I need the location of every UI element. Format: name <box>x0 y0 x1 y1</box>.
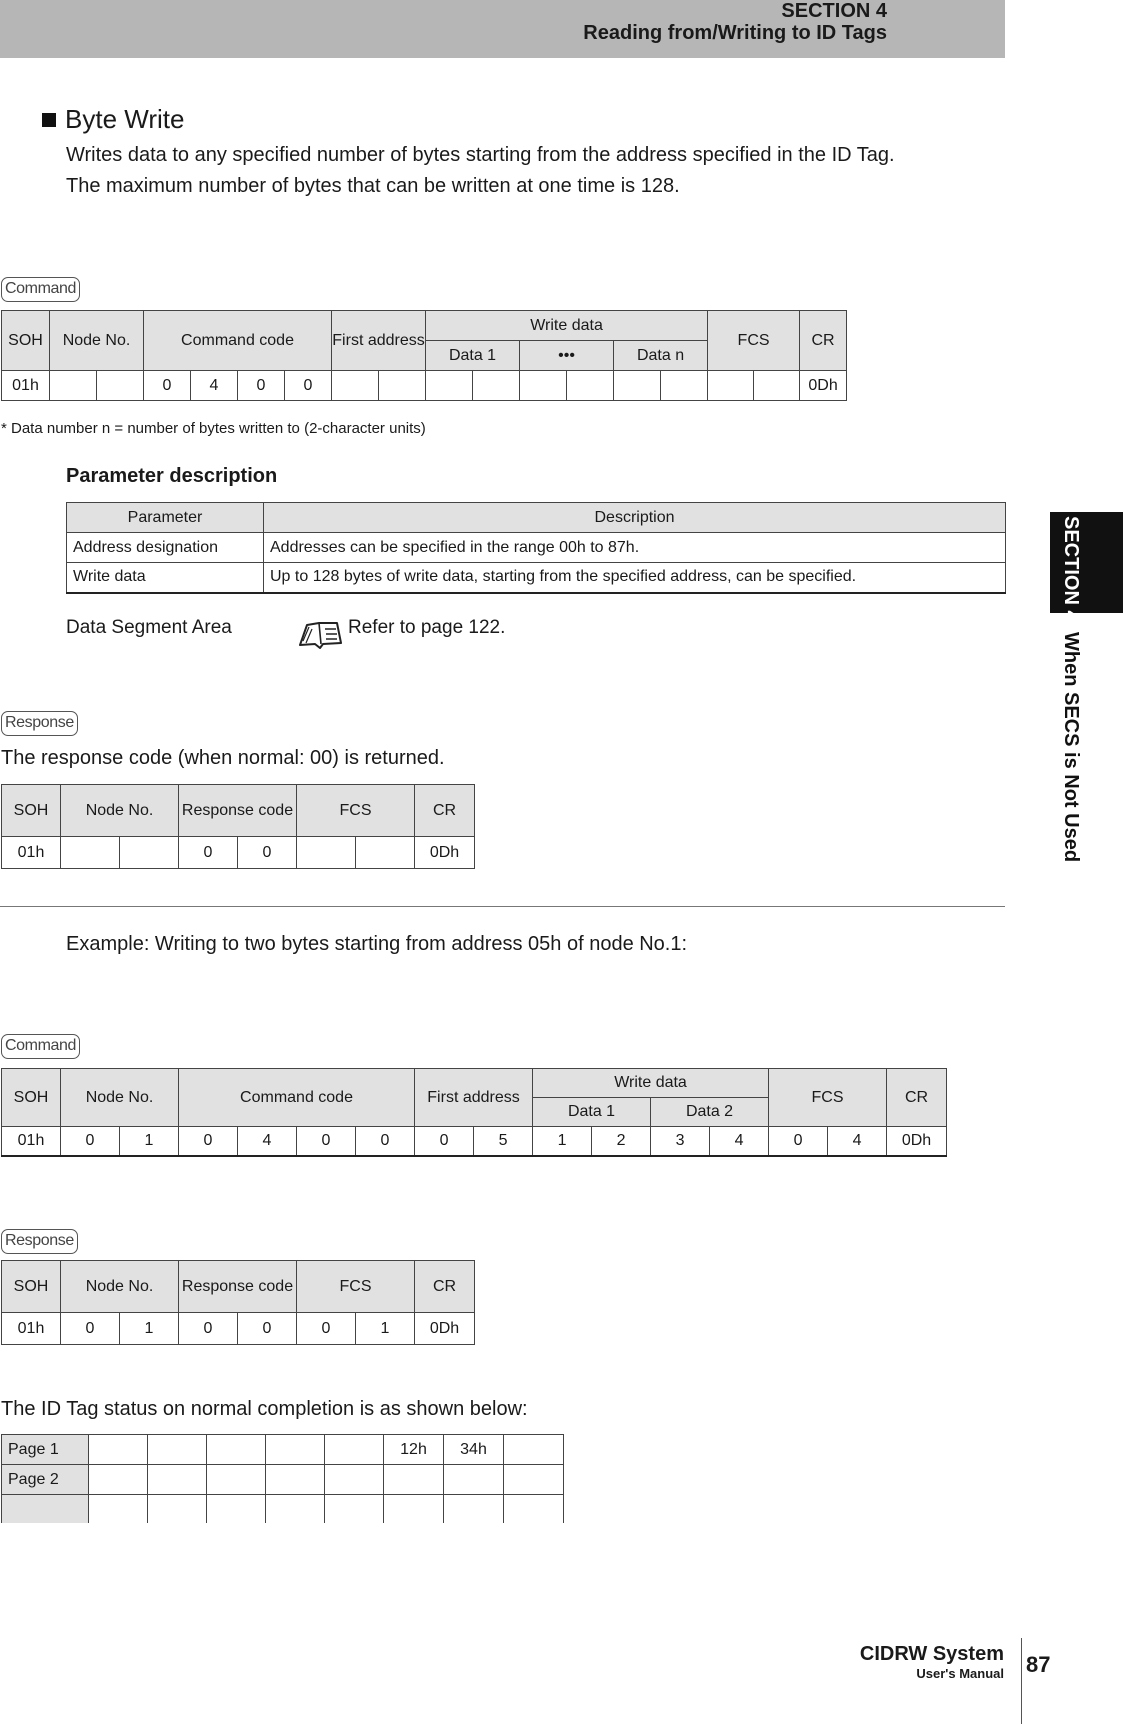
tag-cell <box>504 1435 564 1465</box>
val-cell <box>661 371 708 401</box>
page-number: 87 <box>1026 1652 1051 1677</box>
val-cmd-3: 0 <box>238 371 285 401</box>
tag-cell <box>89 1495 148 1523</box>
tag-cell <box>444 1495 504 1523</box>
section-number: SECTION 4 <box>781 0 887 22</box>
section-divider <box>0 906 1005 907</box>
resp-hdr-cr: CR <box>415 785 475 837</box>
val-cell <box>567 371 614 401</box>
tag-cell <box>266 1435 325 1465</box>
resp-val-cell <box>356 837 415 869</box>
side-tab-section: SECTION 4 <box>1060 516 1082 622</box>
hdr-data-1: Data 1 <box>426 341 520 371</box>
val-cell <box>50 371 97 401</box>
side-tab-text: When SECS is Not Used <box>1060 631 1082 862</box>
side-tab <box>1059 516 1082 862</box>
param-desc: Up to 128 bytes of write data, starting from the specified address, can be specified. <box>264 563 1006 593</box>
ex-resp-hdr-response-code: Response code <box>179 1261 297 1313</box>
resp-hdr-node-no: Node No. <box>61 785 179 837</box>
tag-cell-12h: 12h <box>384 1435 444 1465</box>
resp-val-soh: 01h <box>2 837 61 869</box>
ex-hdr-node-no: Node No. <box>61 1069 179 1127</box>
tag-cell <box>325 1495 384 1523</box>
ex-hdr-data-2: Data 2 <box>651 1098 769 1127</box>
command-label: Command <box>1 277 80 302</box>
ex-val-cell: 2 <box>592 1127 651 1156</box>
tag-cell <box>148 1435 207 1465</box>
response-intro: The response code (when normal: 00) is returned. <box>1 747 445 769</box>
example-response-label: Response <box>1 1229 78 1254</box>
ex-resp-val-cell: 0 <box>179 1313 238 1345</box>
command-frame-table <box>1 310 847 401</box>
footer-divider <box>1021 1638 1022 1724</box>
param-hdr-parameter: Parameter <box>67 503 264 533</box>
hdr-cr: CR <box>800 311 847 371</box>
resp-val-code-1: 0 <box>179 837 238 869</box>
tag-cell <box>444 1465 504 1495</box>
ex-hdr-first-address: First address <box>415 1069 533 1127</box>
resp-hdr-soh: SOH <box>2 785 61 837</box>
tag-cell <box>148 1465 207 1495</box>
data-segment-label: Data Segment Area <box>66 617 232 638</box>
intro-line-1: Writes data to any specified number of bytes starting from the address specified in the ID Tag. <box>66 144 895 166</box>
response-frame-table <box>1 784 475 869</box>
val-cell <box>520 371 567 401</box>
resp-val-cr: 0Dh <box>415 837 475 869</box>
param-name: Write data <box>67 563 264 593</box>
ex-val-cell: 0 <box>415 1127 474 1156</box>
section-title: Reading from/Writing to ID Tags <box>583 22 887 44</box>
intro-line-2: The maximum number of bytes that can be written at one time is 128. <box>66 175 680 197</box>
val-cell <box>97 371 144 401</box>
ex-val-cell: 0 <box>179 1127 238 1156</box>
ex-resp-val-cell: 1 <box>356 1313 415 1345</box>
tag-cell <box>148 1495 207 1523</box>
val-cmd-2: 4 <box>191 371 238 401</box>
parameter-table <box>66 502 1006 594</box>
example-command-label: Command <box>1 1034 80 1059</box>
tag-cell <box>504 1495 564 1523</box>
ex-val-cell: 01h <box>2 1127 61 1156</box>
hdr-data-n: Data n <box>614 341 708 371</box>
tag-cell <box>325 1435 384 1465</box>
val-cell <box>473 371 520 401</box>
book-reference-icon <box>297 617 343 656</box>
ex-resp-val-cell: 0Dh <box>415 1313 475 1345</box>
ex-resp-val-cell: 0 <box>61 1313 120 1345</box>
tag-cell <box>384 1465 444 1495</box>
tag-cell <box>207 1495 266 1523</box>
val-cell <box>614 371 661 401</box>
param-title: Parameter description <box>66 465 278 487</box>
tag-cell <box>384 1495 444 1523</box>
ex-val-cell: 1 <box>120 1127 179 1156</box>
ex-hdr-fcs: FCS <box>769 1069 887 1127</box>
example-response-table <box>1 1260 475 1345</box>
ex-hdr-cr: CR <box>887 1069 947 1127</box>
tag-page-1: Page 1 <box>2 1435 89 1465</box>
hdr-ellipsis: ••• <box>520 341 614 371</box>
hdr-fcs: FCS <box>708 311 800 371</box>
ex-val-cell: 5 <box>474 1127 533 1156</box>
resp-val-code-2: 0 <box>238 837 297 869</box>
hdr-first-address: First address <box>332 311 426 371</box>
example-text: Example: Writing to two bytes starting from address 05h of node No.1: <box>66 933 688 955</box>
val-cell <box>379 371 426 401</box>
val-cell <box>708 371 754 401</box>
section-header-band <box>0 0 1005 58</box>
tag-cell <box>266 1465 325 1495</box>
val-cmd-1: 0 <box>144 371 191 401</box>
ex-val-cell: 4 <box>828 1127 887 1156</box>
footnote: * Data number n = number of bytes written to (2-character units) <box>1 420 426 437</box>
val-cr: 0Dh <box>800 371 847 401</box>
ex-resp-val-cell: 01h <box>2 1313 61 1345</box>
tag-cell-34h: 34h <box>444 1435 504 1465</box>
val-soh: 01h <box>2 371 50 401</box>
val-cmd-4: 0 <box>285 371 332 401</box>
tag-cell <box>207 1435 266 1465</box>
tag-page-empty <box>2 1495 89 1523</box>
tag-cell <box>266 1495 325 1523</box>
example-command-table <box>1 1068 947 1157</box>
ex-resp-hdr-cr: CR <box>415 1261 475 1313</box>
tag-cell <box>89 1465 148 1495</box>
ex-val-cell: 3 <box>651 1127 710 1156</box>
ex-hdr-write-data: Write data <box>533 1069 769 1098</box>
val-cell <box>426 371 473 401</box>
hdr-node-no: Node No. <box>50 311 144 371</box>
hdr-write-data: Write data <box>426 311 708 341</box>
tag-cell <box>504 1465 564 1495</box>
ex-val-cell: 0 <box>356 1127 415 1156</box>
id-tag-status-table <box>1 1434 564 1523</box>
ex-val-cell: 4 <box>238 1127 297 1156</box>
param-desc: Addresses can be specified in the range 00h to 87h. <box>264 533 1006 563</box>
ex-val-cell: 0 <box>297 1127 356 1156</box>
resp-hdr-response-code: Response code <box>179 785 297 837</box>
byte-write-heading <box>42 104 184 135</box>
val-cell <box>332 371 379 401</box>
tag-page-2: Page 2 <box>2 1465 89 1495</box>
footer-manual: User's Manual <box>916 1666 1004 1681</box>
ex-val-cell: 0 <box>769 1127 828 1156</box>
tag-cell <box>207 1465 266 1495</box>
resp-val-cell <box>297 837 356 869</box>
ex-val-cell: 1 <box>533 1127 592 1156</box>
param-name: Address designation <box>67 533 264 563</box>
param-hdr-description: Description <box>264 503 1006 533</box>
square-bullet-icon <box>42 113 56 127</box>
ex-resp-hdr-soh: SOH <box>2 1261 61 1313</box>
hdr-command-code: Command code <box>144 311 332 371</box>
hdr-soh: SOH <box>2 311 50 371</box>
resp-hdr-fcs: FCS <box>297 785 415 837</box>
byte-write-heading-text: Byte Write <box>65 104 185 134</box>
ex-hdr-soh: SOH <box>2 1069 61 1127</box>
refer-page: Refer to page 122. <box>348 617 506 638</box>
ex-val-cell: 0 <box>61 1127 120 1156</box>
resp-val-cell <box>120 837 179 869</box>
val-cell <box>754 371 800 401</box>
tag-cell <box>89 1435 148 1465</box>
ex-hdr-command-code: Command code <box>179 1069 415 1127</box>
ex-val-cell: 4 <box>710 1127 769 1156</box>
ex-resp-val-cell: 1 <box>120 1313 179 1345</box>
footer-product: CIDRW System <box>859 1643 1004 1665</box>
ex-resp-val-cell: 0 <box>238 1313 297 1345</box>
response-label: Response <box>1 711 78 736</box>
tag-cell <box>325 1465 384 1495</box>
ex-val-cell: 0Dh <box>887 1127 947 1156</box>
ex-resp-hdr-node-no: Node No. <box>61 1261 179 1313</box>
ex-resp-hdr-fcs: FCS <box>297 1261 415 1313</box>
resp-val-cell <box>61 837 120 869</box>
status-intro: The ID Tag status on normal completion is as shown below: <box>1 1398 528 1420</box>
ex-resp-val-cell: 0 <box>297 1313 356 1345</box>
ex-hdr-data-1: Data 1 <box>533 1098 651 1127</box>
